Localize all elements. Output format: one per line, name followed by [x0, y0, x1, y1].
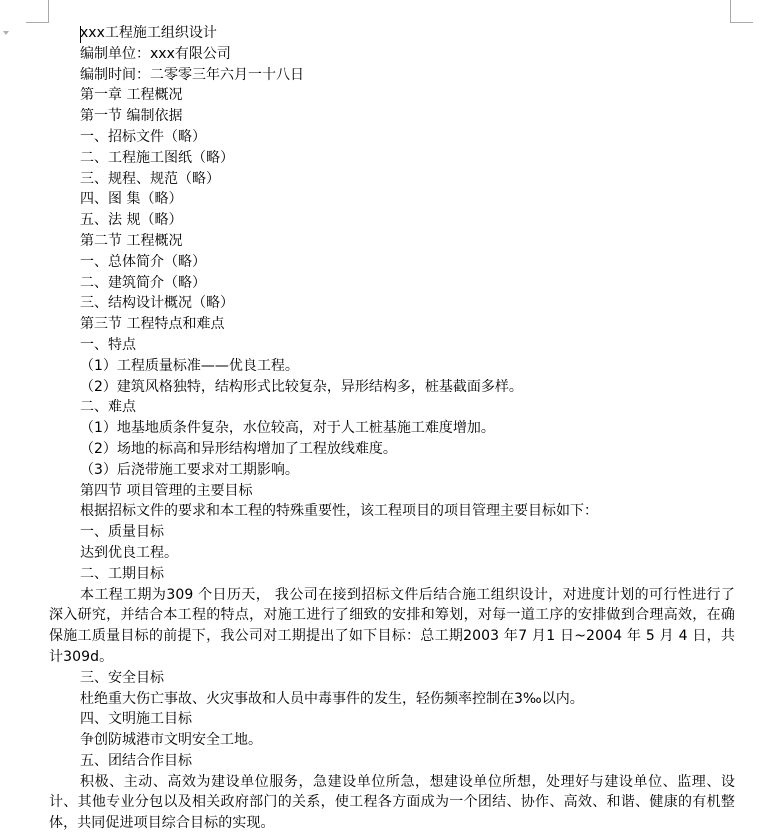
- section-heading: 第三节 工程特点和难点: [80, 316, 225, 333]
- list-item: 二、建筑简介（略）: [80, 274, 206, 291]
- org-line: 编制单位：xxx有限公司: [80, 45, 231, 62]
- subheading: 一、特点: [80, 336, 136, 353]
- list-item: （3）后浇带施工要求对工期影响。: [80, 461, 299, 478]
- list-item: （2）场地的标高和异形结构增加了工程放线难度。: [80, 440, 397, 457]
- section-heading: 第一节 编制依据: [80, 108, 183, 125]
- margin-marker-icon: [3, 31, 9, 35]
- document-title: xxx工程施工组织设计: [80, 25, 217, 41]
- list-item: 三、规程、规范（略）: [80, 170, 220, 187]
- date-line: 编制时间：二零零三年六月一十八日: [80, 66, 304, 83]
- subheading: 二、难点: [80, 399, 136, 416]
- paragraph: 达到优良工程。: [80, 544, 178, 561]
- list-item: 一、总体简介（略）: [80, 253, 206, 270]
- subheading: 四、文明施工目标: [80, 711, 192, 728]
- list-item: 三、结构设计概况（略）: [80, 295, 234, 312]
- subheading: 三、安全目标: [80, 669, 164, 686]
- subheading: 二、工期目标: [80, 565, 164, 582]
- crop-mark-top-right: [730, 0, 753, 23]
- chapter-heading: 第一章 工程概况: [80, 87, 183, 104]
- subheading: 五、团结合作目标: [80, 752, 192, 769]
- paragraph: 本工程工期为309 个日历天， 我公司在接到招标文件后结合施工组织设计，对进度计划的可行性进行了深入研究，并结合本工程的特点，对施工进行了细致的安排和筹划，对每一道工序的安排做到合理高效，在确保施工质量目标的前提下，我公司对工期提出了如下目标：总工期2003 年7 月1 日~2004 年 5 月 4 日，共计309d。: [49, 586, 735, 665]
- list-item: 五、法 规（略）: [80, 212, 183, 229]
- document-body[interactable]: [49, 23, 735, 834]
- paragraph: 积极、主动、高效为建设单位服务，急建设单位所急，想建设单位所想，处理好与建设单位、监理、设计、其他专业分包以及相关政府部门的关系，使工程各方面成为一个团结、协作、高效、和谐、健康的有机整体，共同促进项目综合目标的实现。: [49, 773, 735, 832]
- list-item: （1）工程质量标准——优良工程。: [80, 357, 299, 374]
- paragraph: 争创防城港市文明安全工地。: [80, 732, 262, 749]
- section-heading: 第二节 工程概况: [80, 232, 183, 249]
- list-item: 一、招标文件（略）: [80, 128, 206, 145]
- crop-mark-top-left: [26, 0, 49, 23]
- list-item: （1）地基地质条件复杂，水位较高，对于人工桩基施工难度增加。: [80, 420, 495, 437]
- paragraph: 杜绝重大伤亡事故、火灾事故和人员中毒事件的发生，轻伤频率控制在3‰以内。: [80, 690, 584, 707]
- subheading: 一、质量目标: [80, 524, 164, 541]
- paragraph: 根据招标文件的要求和本工程的特殊重要性，该工程项目的项目管理主要目标如下：: [80, 503, 598, 520]
- list-item: 四、图 集（略）: [80, 191, 183, 208]
- section-heading: 第四节 项目管理的主要目标: [80, 482, 253, 499]
- list-item: （2）建筑风格独特，结构形式比较复杂，异形结构多，桩基截面多样。: [80, 378, 523, 395]
- list-item: 二、工程施工图纸（略）: [80, 149, 234, 166]
